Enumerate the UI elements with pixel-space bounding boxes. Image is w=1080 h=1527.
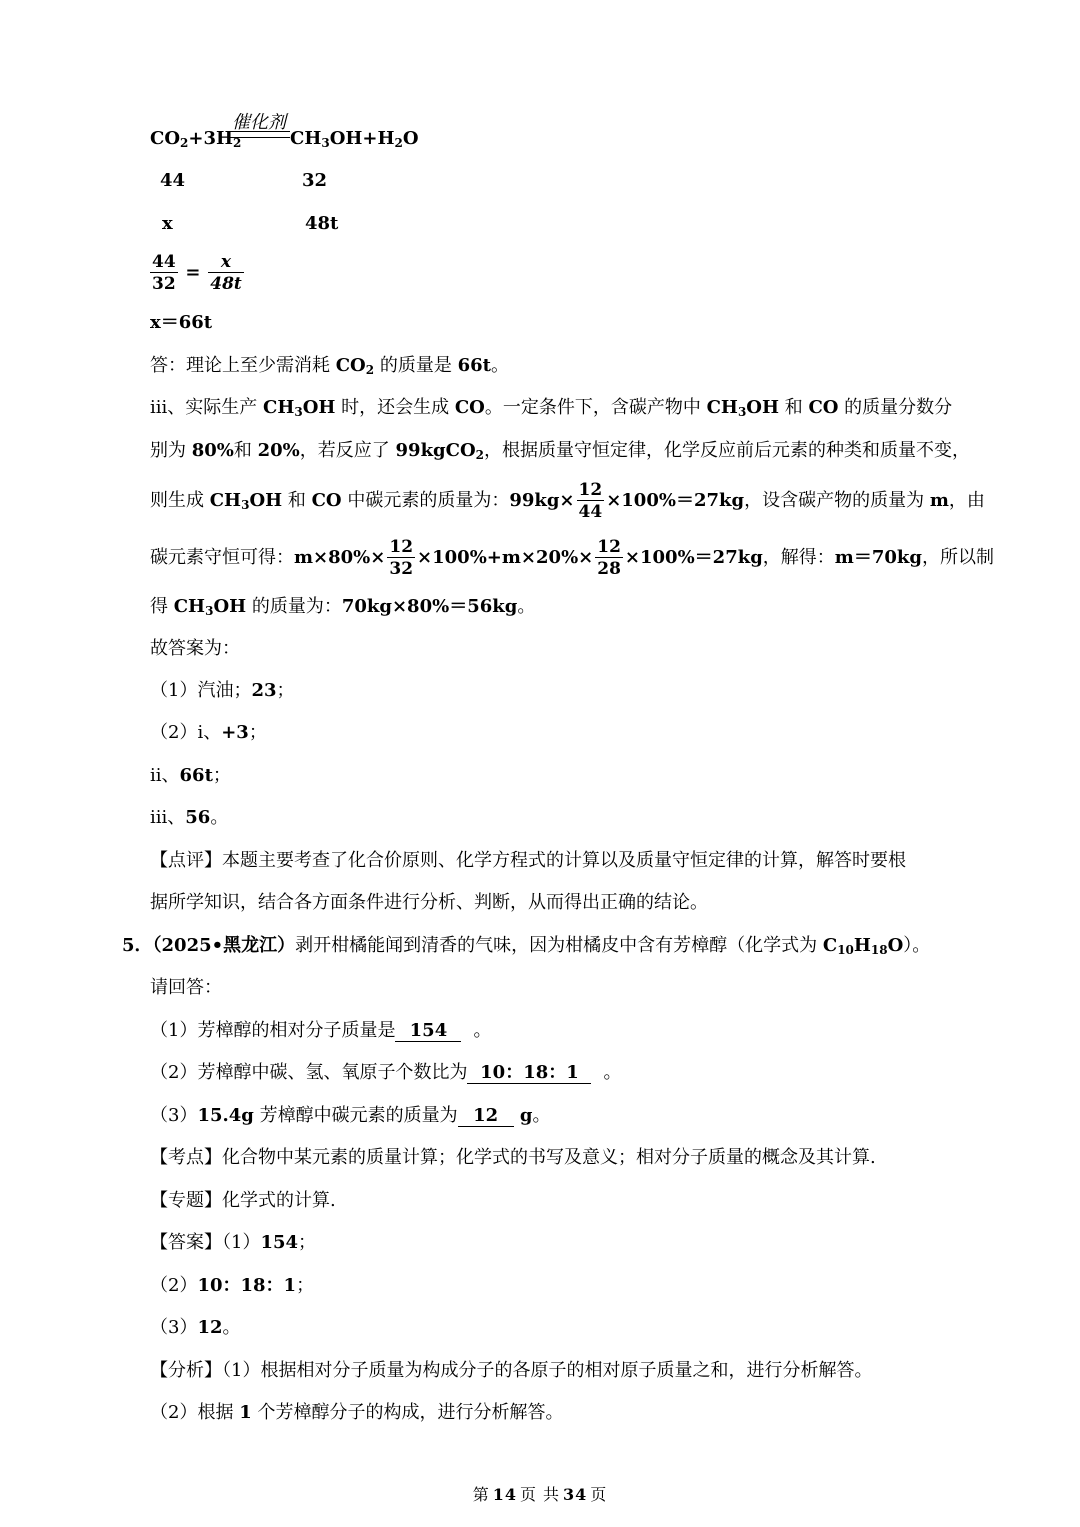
question-5-part-3: （3）15.4g 芳樟醇中碳元素的质量为 12 g。	[150, 1105, 551, 1126]
fenxi-2: （2）根据 1 个芳樟醇分子的构成，进行分析解答。	[150, 1402, 564, 1423]
equation-left: $CO_2+3H_2$	[150, 128, 242, 150]
part-iii-line-3: 则生成 $CH_3OH$ 和 CO 中碳元素的质量为：99kg× $\frac{12}{44}$ ×100%＝27kg，设含碳产物的质量为 m，由	[150, 479, 985, 522]
fenxi: 【分析】（1）根据相对分子质量为构成分子的各原子的相对原子质量之和，进行分析解答。	[150, 1360, 873, 1381]
answer-intro: 故答案为：	[150, 638, 240, 659]
answer-blank-3: 12	[458, 1106, 514, 1127]
comment-line-2: 据所学知识，结合各方面条件进行分析、判断，从而得出正确的结论。	[150, 892, 708, 913]
unknown-right: 48t	[305, 213, 339, 234]
question-5-part-1: （1）芳樟醇的相对分子质量是 154 。	[150, 1020, 492, 1041]
catalyst-label: 催化剂	[232, 112, 286, 133]
answer-blank-2: 10：18：1	[467, 1063, 591, 1084]
ratio-equation: $\frac{44}{32}$ = $\frac{x}{48t}$	[152, 251, 242, 294]
page-footer: 第 14 页 共 34 页	[472, 1485, 608, 1504]
answer-ii: 答：理论上至少需消耗 $CO_2$ 的质量是 66t。	[150, 355, 509, 377]
question-5-stem: 5．（2025•黑龙江）剥开柑橘能闻到清香的气味，因为柑橘皮中含有芳樟醇（化学式为 $C_{10}H_{18}O$）。	[122, 935, 931, 957]
question-5-prompt: 请回答：	[150, 977, 222, 998]
answer-2: （2）ⅰ、+3；	[150, 722, 267, 743]
answer-4: ⅲ、56。	[150, 807, 229, 828]
answer-blank-1: 154	[395, 1021, 461, 1042]
answer-1: （1）汽油；23；	[150, 680, 295, 701]
solution-result: x＝66t	[150, 312, 213, 333]
answer-3: ⅱ、66t；	[150, 765, 231, 786]
daan-2: （2）10：18：1；	[150, 1275, 315, 1296]
mass-right: 32	[302, 170, 328, 191]
mass-left: 44	[160, 170, 186, 191]
equation-right: $CH_3OH+H_2O$	[290, 128, 419, 150]
question-5-part-2: （2）芳樟醇中碳、氢、氧原子个数比为 10：18：1 。	[150, 1062, 622, 1083]
part-iii-line-5: 得 $CH_3OH$ 的质量为：70kg×80%＝56kg。	[150, 596, 536, 618]
part-iii-line-4: 碳元素守恒可得：m×80%× $\frac{12}{32}$ ×100%+m×20%× $\frac{12}{28}$ ×100%＝27kg，解得：m＝70kg，所以制	[150, 536, 994, 579]
part-iii-line-1: iii、实际生产 $CH_3OH$ 时，还会生成 CO。一定条件下，含碳产物中 $CH_3OH$ 和 CO 的质量分数分	[150, 397, 953, 419]
daan: 【答案】（1）154；	[150, 1232, 317, 1253]
comment-line-1: 【点评】本题主要考查了化合价原则、化学方程式的计算以及质量守恒定律的计算，解答时要根	[150, 850, 906, 871]
zhuanti: 【专题】化学式的计算.	[150, 1190, 336, 1211]
daan-3: （3）12。	[150, 1317, 241, 1338]
unknown-left: x	[162, 213, 173, 234]
kaodian: 【考点】化合物中某元素的质量计算；化学式的书写及意义；相对分子质量的概念及其计算.	[150, 1147, 876, 1168]
part-iii-line-2: 别为 80%和 20%，若反应了 99kgCO$_2$，根据质量守恒定律，化学反应前后元素的种类和质量不变，	[150, 440, 970, 462]
